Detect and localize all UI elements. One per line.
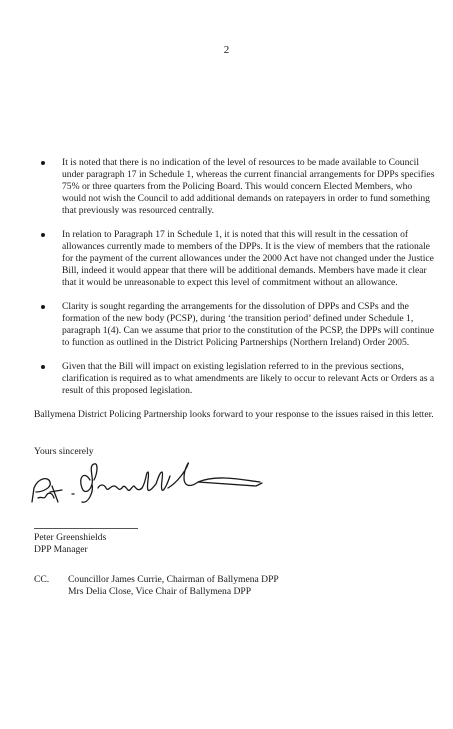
list-item xyxy=(36,301,436,349)
page-number: 2 xyxy=(223,44,230,56)
bullet-text: Clarity is sought regarding the arrangements for the dissolution of DPPs and CSPs and the formation of the new body (PCSP), during ‘the transition period’ defined under Schedule 1, paragraph 1(4). Can we assume that prior to the constitution of the PCSP, the DPPs will continue to function as outlined in the District Policing Partnerships (Northern Ireland) Order 2005. xyxy=(62,301,434,348)
bullet-text: In relation to Paragraph 17 in Schedule 1, it is noted that this will result in the cessation of allowances currently made to members of the DPPs. It is the view of members that the rationale for the payment of the current allowances under the 2000 Act have not changed under the Justice Bill, indeed it would appear that there will be additional demands. Members have made it clear that it would be unreasonable to expect this level of commitment without an allowance. xyxy=(62,229,434,288)
handwritten-signature xyxy=(28,458,268,516)
cc-recipient-list xyxy=(68,574,279,598)
bullet-text: It is noted that there is no indication of the level of resources to be made available to Council under paragraph 17 in Schedule 1, whereas the current financial arrangements for DPPs specifies 75% or three quarters from the Policing Board. This would concern Elected Members, who would not wish the Council to add additional demands on ratepayers in order to fund something that previously was resourced centrally. xyxy=(62,157,435,216)
list-item xyxy=(36,229,436,289)
list-item xyxy=(36,157,436,217)
cc-recipient: Mrs Delia Close, Vice Chair of Ballymena DPP xyxy=(68,586,252,597)
closing-paragraph: Ballymena District Policing Partnership looks forward to your response to the issues raised in this letter. xyxy=(34,409,434,420)
signature-line xyxy=(34,528,138,529)
valediction: Yours sincerely xyxy=(34,446,94,457)
issues-list xyxy=(36,157,436,410)
cc-recipient: Councillor James Currie, Chairman of Ballymena DPP xyxy=(68,574,279,585)
bullet-icon xyxy=(41,233,45,237)
list-item xyxy=(36,361,436,397)
signatory-title: DPP Manager xyxy=(34,544,88,555)
bullet-icon xyxy=(41,305,45,309)
bullet-icon xyxy=(41,161,45,165)
bullet-icon xyxy=(41,365,45,369)
bullet-text: Given that the Bill will impact on existing legislation referred to in the previous sections, clarification is required as to what amendments are likely to occur to relevant Acts or Orders as a result of this proposed legislation. xyxy=(62,361,435,396)
signatory-name: Peter Greenshields xyxy=(34,532,107,543)
cc-label: CC. xyxy=(34,574,50,585)
signatory-block xyxy=(34,532,106,556)
